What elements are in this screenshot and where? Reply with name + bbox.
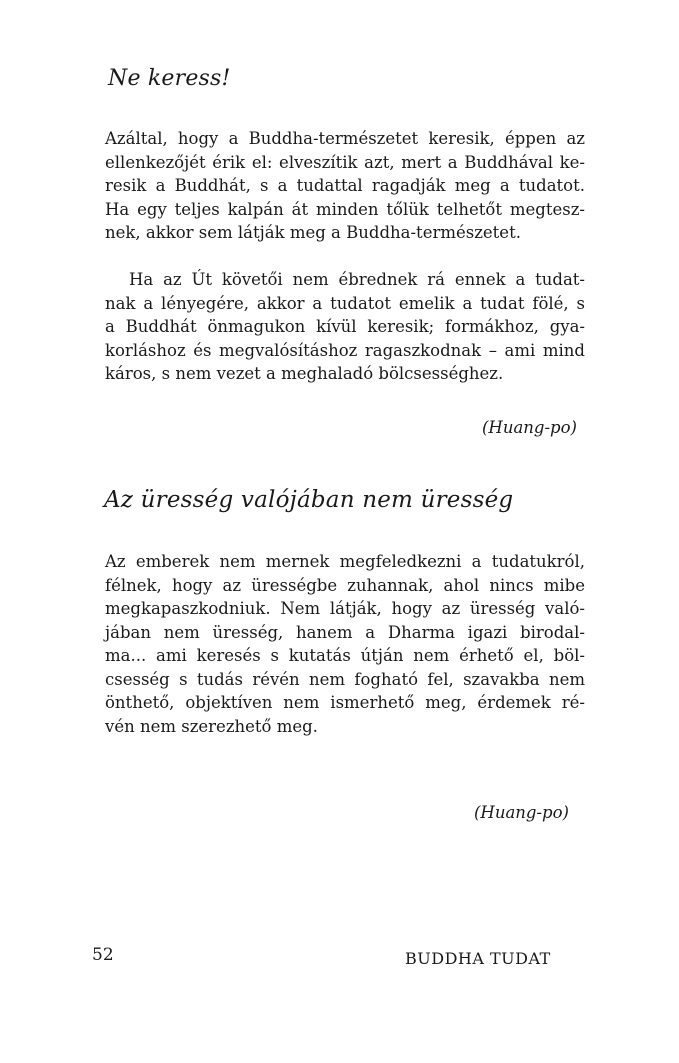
page-number: 52	[92, 945, 114, 965]
text-line: Ha az Út követői nem ébrednek rá ennek a tudat-	[129, 270, 585, 289]
text-line: ma... ami keresés s kutatás útján nem érhető el, böl-	[105, 646, 585, 665]
text-line: a Buddhát önmagukon kívül keresik; formákhoz, gya-	[105, 317, 585, 336]
text-line: vén nem szerezhető meg.	[105, 716, 318, 736]
text-line: káros, s nem vezet a meghaladó bölcsességhez.	[105, 364, 504, 383]
paragraph	[105, 550, 585, 738]
text-line: Az emberek nem mernek megfeledkezni a tudatukról,	[105, 552, 585, 571]
text-line: nak a lényegére, akkor a tudatot emelik a tudat fölé, s	[105, 293, 585, 313]
text-line: ellenkezőjét érik el: elveszítik azt, mert a Buddhával ke-	[105, 152, 585, 172]
text-line: csesség s tudás révén nem fogható fel, szavakba nem	[105, 669, 585, 689]
text-line: resik a Buddhát, s a tudattal ragadják meg a tudatot.	[105, 176, 585, 195]
running-footer-title: BUDDHA TUDAT	[405, 949, 551, 968]
text-line: Azáltal, hogy a Buddha-természetet keresik, éppen az	[105, 129, 585, 148]
paragraph	[105, 127, 585, 245]
paragraph	[105, 268, 585, 386]
text-line: nek, akkor sem látják meg a Buddha-természetet.	[105, 223, 521, 242]
text-line: korláshoz és megvalósításhoz ragaszkodnak – ami mind	[105, 340, 585, 360]
attribution: (Huang-po)	[474, 803, 569, 822]
section-title: Ne keress!	[108, 66, 231, 91]
attribution: (Huang-po)	[482, 418, 577, 437]
section-title: Az üresség valójában nem üresség	[104, 487, 514, 513]
text-line: önthető, objektíven nem ismerhető meg, érdemek ré-	[105, 693, 585, 712]
text-line: félnek, hogy az ürességbe zuhannak, ahol nincs mibe	[105, 575, 585, 595]
text-line: jában nem üresség, hanem a Dharma igazi birodal-	[105, 622, 585, 642]
text-line: Ha egy teljes kalpán át minden tőlük telhetőt megtesz-	[105, 199, 585, 219]
text-line: megkapaszkodniuk. Nem látják, hogy az üresség való-	[105, 599, 585, 618]
